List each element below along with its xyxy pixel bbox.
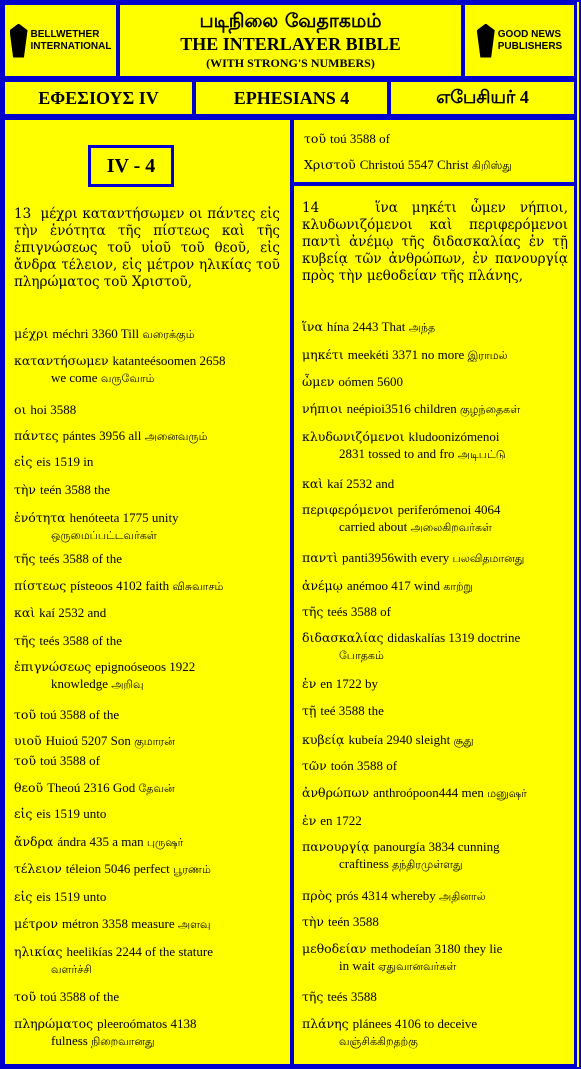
tamil-gloss: ஒருமைப்பட்டவர்கள் [51,530,157,542]
word-entry [302,913,568,930]
greek-word: εἰς [14,806,37,821]
greek-word: καὶ [14,605,40,620]
translation-cont: 2831 tossed to and fro [339,446,458,461]
right-column [291,183,577,1067]
verse-greek: ἵνα μηκέτι ὦμεν νήπιοι, κλυδωνιζόμενοι καὶ περιφερόμενοι παντὶ ἀνέμῳ τῆς διδασκαλίας ἐν τῇ κυβείᾳ τῶν ἀνθρώπων, ἐν πανουργίᾳ πρὸς τὴν μεθοδείαν τῆς πλάνης, [302,200,569,284]
translation-cont: in wait [339,958,378,973]
greek-word: τὴν [14,482,40,497]
verse-13-text [14,206,280,291]
transliteration: eis 1519 unto [36,806,107,821]
transliteration: teé 3588 the [320,703,384,718]
greek-word: τῆς [14,633,40,648]
word-entry [302,784,568,803]
greek-word: εἰς [14,889,37,904]
verse-14-text [302,200,568,285]
tamil-gloss: அந்த [408,322,436,334]
transliteration: kaí 2532 and [327,476,395,491]
word-entry [14,943,280,979]
transliteration: Theoú 2316 God [47,780,139,795]
greek-word: ἐν [302,813,321,828]
transliteration: meekéti 3371 no more [347,347,468,362]
greek-word: ὦμεν [302,374,339,389]
word-entry [14,706,280,723]
tamil-gloss: பலவிதமானது [452,553,525,565]
tamil-gloss: மனுஷர் [487,788,527,800]
title-tamil: படிநிலை வேதாகமம் [199,10,382,32]
transliteration: oómen 5600 [338,374,404,389]
word-entry [14,401,280,418]
transliteration: pleeroómatos 4138 [97,1016,197,1031]
tamil-gloss: அனைவரும் [144,431,208,443]
tamil-gloss: குமாரன் [134,736,175,748]
tamil-gloss: அதினால் [438,891,486,903]
word-entry [302,346,568,365]
ref-greek: ΕΦΕΣΙΟΥΣ IV [2,79,195,117]
word-entry [302,940,568,976]
word-entry [14,1015,280,1051]
tamil-gloss: அளவு [177,919,211,931]
word-entry [14,732,280,751]
transliteration: anémoo 417 wind [346,578,444,593]
title-english: THE INTERLAYER BIBLE [180,34,401,54]
tamil-gloss: விசுவாசம் [172,581,224,593]
word-entry [302,603,568,620]
translation-cont: craftiness [339,856,393,871]
word-entry [14,805,280,822]
transliteration: prós 4314 whereby [336,888,439,903]
greek-word: παντὶ [302,550,343,565]
word-entry [14,453,280,470]
tamil-gloss: புருஷர் [146,837,184,849]
greek-word: μέχρι [14,326,53,341]
word-entry [14,325,280,344]
transliteration: didaskalías 1319 doctrine [387,630,521,645]
greek-word: ἀνέμῳ [302,578,347,593]
greek-word: ἄνδρα [14,834,58,849]
word-entry [302,373,568,390]
word-entry [14,833,280,852]
transliteration: kaí 2532 and [39,605,107,620]
word-entry [302,577,568,596]
verse-greek: μέχρι καταντήσωμεν οι πάντες εἰς τὴν ἑνότητα τῆς πίστεως καὶ τῆς ἐπιγνώσεως τοῦ υἱοῦ τοῦ θεοῦ, εἰς ἄνδρα τέλειον, εἰς μέτρον ηλικίας τοῦ πληρώματος τοῦ Χριστοῦ, [14,206,280,290]
tamil-gloss: வஞ்சிக்கிறதற்கு [339,1036,418,1048]
word-entry [302,428,568,464]
greek-word: νήπιοι [302,401,347,416]
transliteration: toú 3588 of the [40,989,120,1004]
transliteration: kubeía 2940 sleight [348,732,454,747]
tamil-gloss: வளர்ச்சி [51,964,92,976]
greek-word: μέτρον [14,916,62,931]
word-entry [302,702,568,719]
transliteration: henóteeta 1775 unity [69,510,179,525]
greek-word: μηκέτι [302,347,348,362]
greek-word: πρὸς [302,888,337,903]
transliteration: anthroópoon444 men [373,785,488,800]
transliteration: pántes 3956 all [62,428,145,443]
word-entry [302,675,568,692]
greek-word: περιφερόμενοι [302,502,398,517]
word-entry [302,400,568,419]
transliteration: teén 3588 [327,914,379,929]
tamil-gloss: ஏதுவானவர்கள் [378,961,457,973]
transliteration: toú 3588 of [330,131,390,146]
word-entry [14,915,280,934]
greek-word: Χριστοῦ [304,157,360,172]
word-entry [302,318,568,337]
tamil-gloss: அறிவு [111,679,144,691]
greek-word: υιοῦ [14,733,46,748]
word-entry [14,550,280,567]
greek-word: πλάνης [302,1016,353,1031]
transliteration: teés 3588 of [327,604,391,619]
greek-word: τῆς [302,604,328,619]
tamil-gloss: போதகம் [339,650,384,662]
word-entry [302,812,568,829]
word-entry [304,130,574,147]
greek-word: πίστεως [14,578,71,593]
tamil-gloss: வருவோம் [100,373,155,385]
greek-word: τέλειον [14,861,66,876]
word-entry [302,731,568,750]
transliteration: ándra 435 a man [57,834,147,849]
greek-word: κυβείᾳ [302,732,349,747]
logo-line-2: INTERNATIONAL [30,40,112,52]
word-entry [14,632,280,649]
word-entry [14,888,280,905]
word-entry [302,629,568,665]
greek-word: ἵνα [302,319,327,334]
logo-line-1: GOOD NEWS [497,28,562,40]
transliteration: teés 3588 [327,989,377,1004]
logo-line-1: BELLWETHER [30,28,100,40]
word-entry [302,988,568,1005]
greek-word: ἀνθρώπων [302,785,374,800]
word-entry [302,887,568,906]
title-block [117,2,464,79]
greek-word: τοῦ [14,707,41,722]
transliteration: toú 3588 of [40,753,100,768]
translation-cont: carried about [339,519,411,534]
tamil-gloss: காற்று [443,581,473,593]
transliteration: métron 3358 measure [61,916,178,931]
word-entry [14,988,280,1005]
tamil-gloss: தேவன் [138,783,175,795]
transliteration: méchri 3360 Till [52,326,143,341]
word-entry [302,475,568,492]
transliteration: teés 3588 of the [39,633,123,648]
transliteration: epignoóseoos 1922 [95,659,196,674]
word-entry [14,779,280,798]
transliteration: hína 2443 That [326,319,409,334]
word-entry [302,838,568,874]
transliteration: periferómenoi 4064 [397,502,501,517]
transliteration: toú 3588 of the [40,707,120,722]
word-entry [14,427,280,446]
greek-word: πάντες [14,428,63,443]
tamil-gloss: கிறிஸ்து [472,160,512,172]
transliteration: en 1722 [320,813,362,828]
transliteration: teés 3588 of the [39,551,123,566]
transliteration: eis 1519 unto [36,889,107,904]
title-subtitle: (WITH STRONG'S NUMBERS) [206,56,375,70]
bellwether-emblem-icon [10,24,28,58]
chapter-box: IV - 4 [88,145,174,187]
greek-word: πληρώματος [14,1016,98,1031]
tamil-gloss: தந்திரமுள்ளது [392,859,463,871]
translation-cont: knowledge [51,676,112,691]
word-entry [302,1015,568,1051]
tamil-gloss: அடிபட்டு [457,449,506,461]
greek-word: οι [14,402,31,417]
verse-number: 13 [14,206,32,222]
transliteration: písteoos 4102 faith [70,578,173,593]
greek-word: τοῦ [14,753,41,768]
ref-english: EPHESIANS 4 [193,79,390,117]
ref-tamil: எபேசியர் 4 [388,79,577,117]
transliteration: eis 1519 in [36,454,94,469]
transliteration: heelikías 2244 of the stature [66,944,214,959]
transliteration: Huioú 5207 Son [45,733,135,748]
transliteration: hoi 3588 [30,402,77,417]
transliteration: teén 3588 the [39,482,111,497]
bellwether-logo [2,2,119,79]
transliteration: toón 3588 of [330,758,398,773]
tamil-gloss: அலைகிறவர்கள் [410,522,492,534]
logo-line-2: PUBLISHERS [497,40,563,52]
greek-word: τῇ [302,703,321,718]
word-entry [302,757,568,774]
transliteration: katanteésoomen 2658 [112,353,226,368]
word-entry [14,658,280,694]
greek-word: ἑνότητα [14,510,70,525]
greek-word: διδασκαλίας [302,630,388,645]
greek-word: τῆς [302,989,328,1004]
translation-cont: fulness [51,1033,92,1048]
word-entry [302,549,568,568]
greek-word: ἐν [302,676,321,691]
greek-word: θεοῦ [14,780,48,795]
greek-word: τῶν [302,758,331,773]
tamil-gloss: நிறைவானது [91,1036,155,1048]
greek-word: πανουργίᾳ [302,839,374,854]
good-news-emblem-icon [477,24,495,58]
good-news-logo [462,2,577,79]
greek-word: τοῦ [304,131,331,146]
word-entry [14,604,280,621]
word-entry [14,481,280,498]
greek-word: ἐπιγνώσεως [14,659,96,674]
greek-word: τοῦ [14,989,41,1004]
tamil-gloss: வரைக்கும் [142,329,195,341]
word-entry [304,156,574,175]
transliteration: neépioi3516 children [346,401,460,416]
greek-word: κλυδωνιζόμενοι [302,429,409,444]
transliteration: panourgía 3834 cunning [373,839,500,854]
transliteration: methodeían 3180 they lie [370,941,503,956]
greek-word: καὶ [302,476,328,491]
transliteration: kludoonizómenoi [408,429,500,444]
word-entry [14,352,280,388]
transliteration: Christoú 5547 Christ [359,157,473,172]
greek-word: τῆς [14,551,40,566]
greek-word: εἰς [14,454,37,469]
word-entry [14,577,280,596]
tamil-gloss: சூது [453,735,474,747]
greek-word: ηλικίας [14,944,67,959]
word-entry [14,509,280,545]
tamil-gloss: குழந்தைகள் [459,404,521,416]
greek-word: καταντήσωμεν [14,353,113,368]
transliteration: plánees 4106 to deceive [352,1016,478,1031]
word-entry [14,752,280,769]
word-entry [14,860,280,879]
greek-word: τὴν [302,914,328,929]
transliteration: téleion 5046 perfect [65,861,174,876]
word-entry [302,501,568,537]
tamil-gloss: பூரணம் [173,864,211,876]
transliteration: en 1722 by [320,676,379,691]
tamil-gloss: இராமல் [467,350,508,362]
verse-number: 14 [302,200,320,216]
greek-word: μεθοδείαν [302,941,371,956]
transliteration: panti3956with every [342,550,453,565]
translation-cont: we come [51,370,101,385]
